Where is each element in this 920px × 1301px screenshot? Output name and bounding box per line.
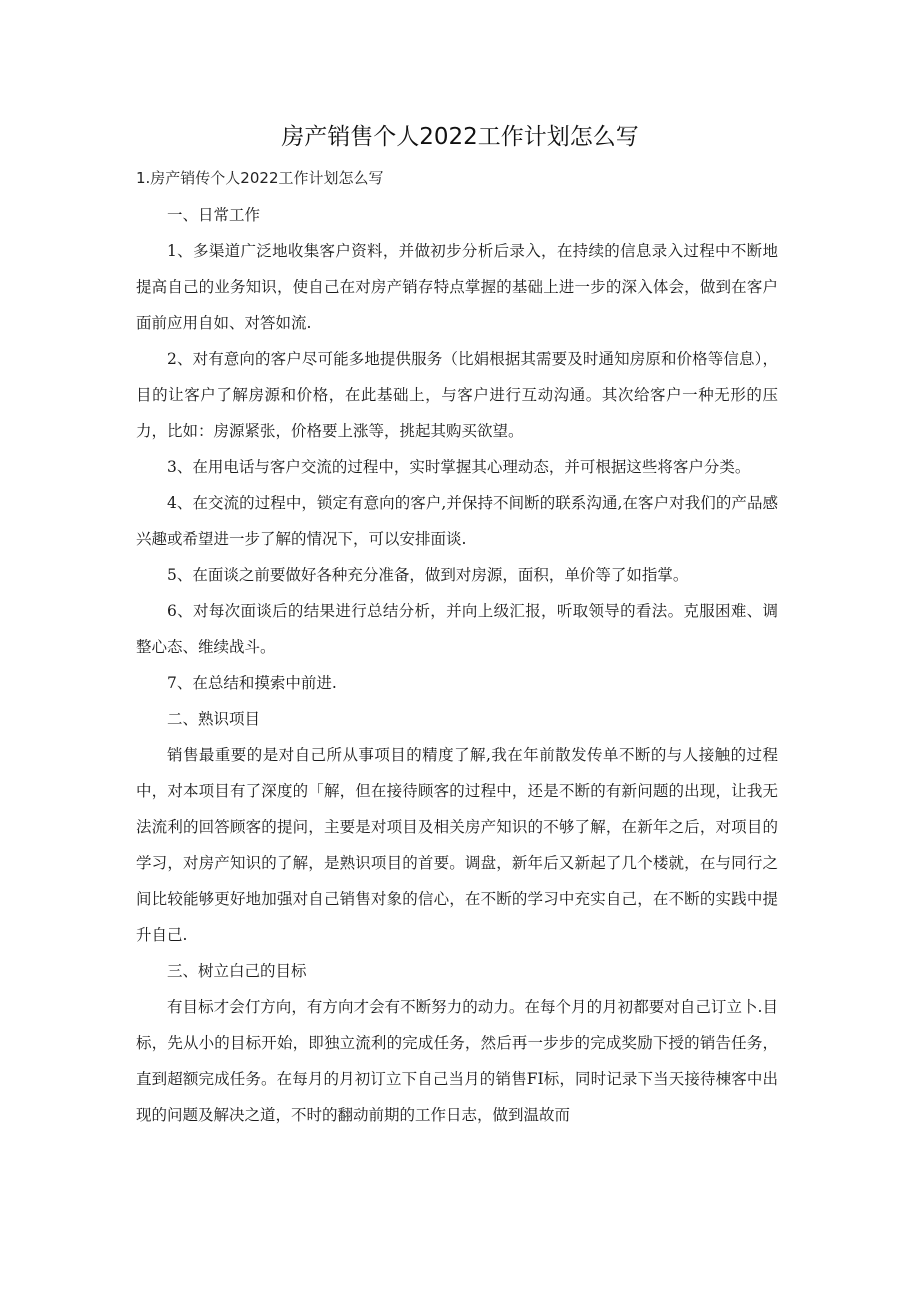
paragraph: 7、在总结和摸索中前进. (167, 674, 337, 692)
paragraph: 2、对有意向的客户尽可能多地提供服务（比娟根据其需要及时通知房原和价格等信息），目的让客户了解房源和价格，在此基础上，与客户进行互动沟通。其次给客户一种无形的压力，比如：房源紧张，价格要上涨等，挑起其购买欲望。 (136, 350, 778, 440)
paragraph: 4、在交流的过程中，锁定有意向的客户,并保持不间断的联系沟通,在客户对我们的产品感兴趣或希望进一步了解的情况下，可以安排面谈. (136, 494, 778, 548)
paragraph: 1、多渠道广泛地收集客户资料，并做初步分析后录入，在持续的信息录入过程中不断地提高自己的业务知识，使自己在对房产销存特点掌握的基础上进一步的深入体会，做到在客户面前应用自如、对答如流. (136, 242, 778, 332)
section-heading-know-project: 二、熟识项目 (167, 710, 261, 728)
document-subtitle: 1.房产销传个人2022工作计划怎么写 (136, 169, 384, 187)
section-heading-daily-work: 一、日常工作 (167, 206, 261, 224)
paragraph: 6、对每次面谈后的结果进行总结分析，并向上级汇报，听取领导的看法。克服困难、调整心态、维续战斗。 (136, 602, 778, 656)
paragraph: 销售最重要的是对自己所从事项目的精度了解,我在年前散发传单不断的与人接触的过程中，对本项目有了深度的「解，但在接待顾客的过程中，还是不断的有新问题的出现，让我无法流利的回答顾客的提问，主要是对项目及相关房产知识的不够了解，在新年之后，对项目的学习，对房产知识的了解，是熟识项目的首要。调盘，新年后又新起了几个楼就，在与同行之间比较能够更好地加强对自己销售对象的信心，在不断的学习中充实自己，在不断的实践中提升自己. (136, 746, 778, 944)
paragraph: 有目标才会仃方向，有方向才会有不断努力的动力。在每个月的月初都要对自己订立卜.目标，先从小的目标开始，即独立流利的完成任务，然后再一步步的完成奖励下授的销告任务，直到超额完成任务。在每月的月初订立下自己当月的销售FI标，同时记录下当天接待棟客中出现的问题及解决之道，不时的翻动前期的工作日志，做到温故而 (136, 998, 778, 1124)
document-body (136, 197, 778, 1133)
paragraph: 5、在面谈之前要做好各种充分准备，做到对房源，面积，单价等了如指掌。 (167, 566, 689, 584)
paragraph: 3、在用电话与客户交流的过程中，实时掌握其心理动态，并可根据这些将客户分类。 (167, 458, 751, 476)
document-title: 房产销售个人2022工作计划怎么写 (281, 124, 639, 150)
section-heading-set-goals: 三、树立白己的目标 (167, 962, 307, 980)
